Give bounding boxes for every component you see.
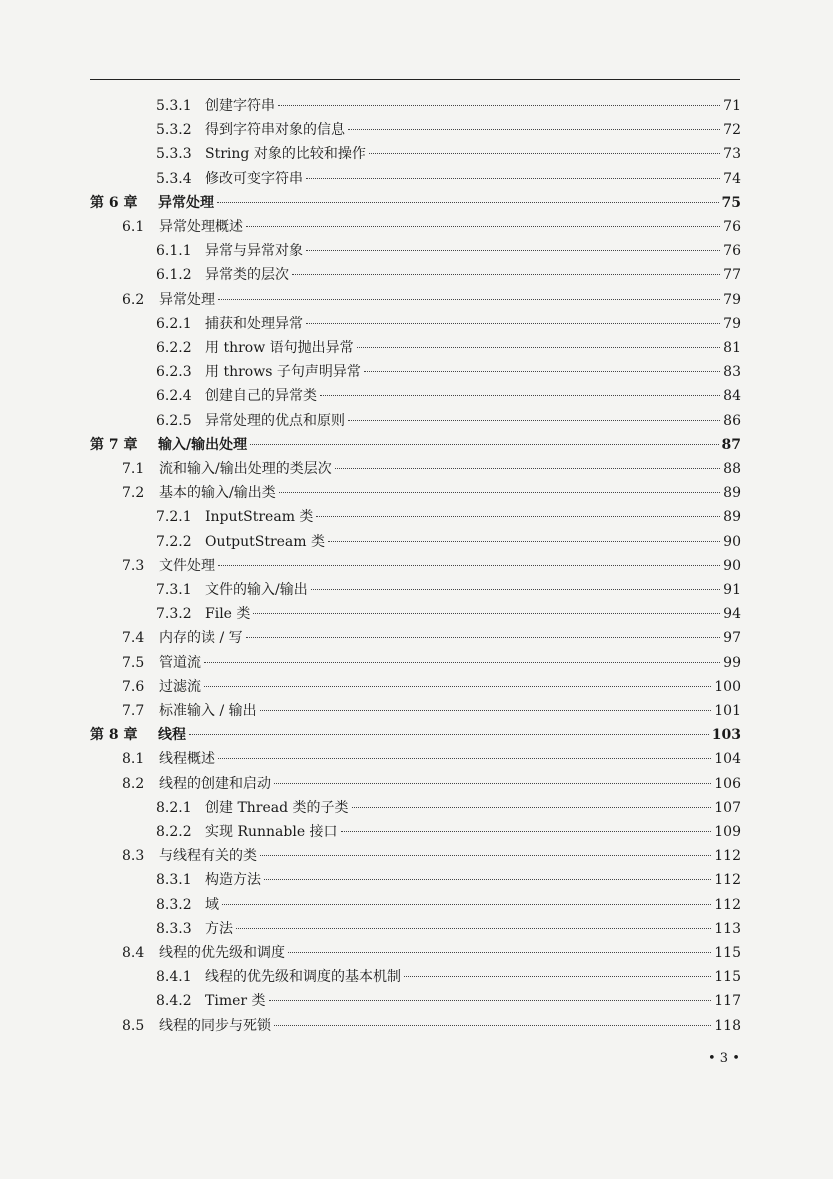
- dot-leader: [250, 444, 718, 445]
- toc-number: 8.5: [122, 1017, 145, 1034]
- toc-entry-sub: [0, 821, 833, 843]
- dot-leader: [222, 904, 711, 905]
- toc-page-number: 88: [723, 461, 741, 477]
- toc-entry-line: [205, 531, 741, 553]
- toc-entry-sub: [0, 143, 833, 165]
- toc-number: 8.4: [122, 945, 145, 961]
- toc-number: 7.3.2: [156, 606, 192, 623]
- toc-entry-line: [158, 192, 741, 214]
- toc-title: 实现 Runnable 接口: [205, 824, 338, 840]
- toc-number: 7.3: [122, 557, 145, 574]
- toc-page-number: 107: [714, 799, 741, 816]
- toc-number: 6.2.3: [156, 364, 192, 381]
- toc-entry-line: [205, 240, 741, 262]
- toc-page-number: 103: [711, 727, 741, 744]
- toc-page-number: 97: [723, 630, 741, 647]
- dot-leader: [306, 178, 720, 179]
- toc-page-number: 74: [723, 170, 741, 187]
- toc-page-number: 112: [714, 872, 741, 889]
- toc-entry-line: [205, 869, 741, 891]
- toc-title: 基本的输入/输出类: [159, 485, 276, 502]
- toc-number: 7.4: [122, 630, 145, 647]
- toc-number: 8.4.2: [156, 993, 192, 1010]
- toc-title: 过滤流: [159, 678, 201, 695]
- toc-entry-line: [159, 458, 741, 480]
- toc-entry-line: [159, 700, 741, 722]
- toc-entry-line: [205, 990, 741, 1012]
- toc-entry-line: [159, 289, 741, 311]
- toc-entry-line: [158, 434, 741, 456]
- dot-leader: [328, 541, 720, 542]
- dot-leader: [292, 274, 720, 275]
- toc-number: 7.2.2: [156, 533, 192, 550]
- toc-number: 5.3.3: [156, 146, 192, 163]
- toc-number: 5.3.4: [156, 170, 192, 187]
- toc-entry-sub: [0, 264, 833, 286]
- toc-entry-sec: [0, 773, 833, 795]
- toc-entry-sec: [0, 845, 833, 867]
- toc-page-number: 81: [723, 340, 741, 356]
- toc-entry-line: [159, 627, 741, 649]
- toc-title: 异常处理: [159, 291, 215, 308]
- toc-page-number: 112: [714, 848, 741, 865]
- toc-entry-line: [159, 676, 741, 698]
- toc-number: 8.2.1: [156, 799, 192, 816]
- toc-number: 6.2: [122, 291, 145, 308]
- toc-page-number: 77: [723, 267, 741, 284]
- page-number: • 3 •: [708, 1051, 740, 1066]
- toc-page-number: 113: [714, 920, 741, 937]
- toc-title: 内存的读 / 写: [159, 630, 243, 647]
- toc-page-number: 71: [723, 98, 741, 114]
- toc-page-number: 73: [723, 146, 741, 163]
- toc-page-number: 79: [723, 315, 741, 332]
- toc-entry-sub: [0, 410, 833, 432]
- dot-leader: [260, 710, 712, 711]
- dot-leader: [357, 347, 721, 348]
- dot-leader: [260, 855, 711, 856]
- toc-number: 6.2.5: [156, 412, 192, 429]
- dot-leader: [269, 1000, 712, 1001]
- toc-entry-sec: [0, 1015, 833, 1037]
- toc-number: 6.1.1: [156, 243, 192, 260]
- toc-number: 8.3: [122, 848, 145, 865]
- toc-title: 线程的优先级和调度: [159, 945, 285, 961]
- toc-entry-sec: [0, 700, 833, 722]
- toc-number: 第 8 章: [90, 727, 138, 744]
- toc-number: 5.3.1: [156, 98, 192, 114]
- toc-page-number: 72: [723, 122, 741, 139]
- toc-entry-sec: [0, 482, 833, 504]
- dot-leader: [348, 129, 720, 130]
- toc-page-number: 112: [714, 896, 741, 913]
- dot-leader: [218, 299, 720, 300]
- toc-entry-sec: [0, 216, 833, 238]
- toc-entry-line: [158, 724, 741, 746]
- toc-title: 标准输入 / 输出: [159, 703, 257, 719]
- toc-page-number: 76: [723, 243, 741, 260]
- dot-leader: [369, 153, 720, 154]
- toc-page-number: 117: [714, 993, 741, 1010]
- dot-leader: [341, 831, 712, 832]
- toc-entry-sub: [0, 240, 833, 262]
- toc-entry-line: [205, 143, 741, 165]
- toc-title: Timer 类: [205, 993, 266, 1010]
- toc-page-number: 76: [723, 219, 741, 235]
- toc-page-number: 100: [714, 678, 741, 695]
- toc-entry-sub: [0, 918, 833, 940]
- toc-entry-sec: [0, 748, 833, 770]
- toc-entry-sub: [0, 966, 833, 988]
- toc-entry-line: [205, 385, 741, 407]
- toc-entry-sub: [0, 385, 833, 407]
- toc-title: InputStream 类: [205, 509, 314, 526]
- dot-leader: [264, 879, 711, 880]
- toc-entry-line: [159, 555, 741, 577]
- toc-title: 输入/输出处理: [158, 436, 248, 453]
- toc-title: 创建 Thread 类的子类: [205, 799, 349, 816]
- toc-title: 线程的创建和启动: [159, 775, 271, 792]
- dot-leader: [217, 202, 719, 203]
- toc-number: 7.7: [122, 703, 145, 719]
- dot-leader: [306, 250, 720, 251]
- dot-leader: [316, 516, 720, 517]
- toc-entry-line: [159, 748, 741, 770]
- toc-number: 6.2.2: [156, 340, 192, 356]
- toc-entry-line: [205, 313, 741, 335]
- dot-leader: [335, 468, 720, 469]
- toc-entry-sec: [0, 652, 833, 674]
- toc-number: 第 6 章: [90, 194, 138, 211]
- toc-title: OutputStream 类: [205, 533, 325, 550]
- toc-number: 7.6: [122, 678, 145, 695]
- toc-title: File 类: [205, 606, 251, 623]
- dot-leader: [279, 492, 720, 493]
- toc-title: 异常处理的优点和原则: [205, 412, 345, 429]
- toc-entry-line: [205, 797, 741, 819]
- toc-number: 6.1.2: [156, 267, 192, 284]
- toc-number: 8.2.2: [156, 824, 192, 840]
- dot-leader: [364, 371, 720, 372]
- toc-entry-sub: [0, 990, 833, 1012]
- toc-title: 修改可变字符串: [205, 170, 303, 187]
- toc-page-number: 90: [723, 557, 741, 574]
- toc-entry-line: [205, 410, 741, 432]
- toc-entry-line: [205, 579, 741, 601]
- toc-page-number: 89: [723, 485, 741, 502]
- toc-entry-line: [205, 821, 741, 843]
- toc-entry-line: [159, 773, 741, 795]
- toc-page-number: 91: [723, 582, 741, 598]
- toc-number: 8.3.1: [156, 872, 192, 889]
- toc-entry-sec: [0, 289, 833, 311]
- toc-entry-line: [205, 894, 741, 916]
- toc-title: 方法: [205, 920, 233, 937]
- toc-number: 7.5: [122, 654, 145, 671]
- toc-number: 7.2: [122, 485, 145, 502]
- toc-entry-sub: [0, 313, 833, 335]
- toc-title: 线程概述: [159, 751, 215, 768]
- toc-title: 流和输入/输出处理的类层次: [159, 461, 332, 477]
- toc-entry-chap: [0, 434, 833, 456]
- dot-leader: [352, 807, 712, 808]
- toc-number: 8.2: [122, 775, 145, 792]
- dot-leader: [246, 637, 721, 638]
- toc-number: 6.2.1: [156, 315, 192, 332]
- toc-page-number: 94: [723, 606, 741, 623]
- dot-leader: [278, 105, 720, 106]
- toc-number: 8.3.2: [156, 896, 192, 913]
- toc-title: String 对象的比较和操作: [205, 146, 366, 163]
- toc-page-number: 101: [714, 703, 741, 719]
- toc-title: 文件处理: [159, 557, 215, 574]
- toc-number: 7.2.1: [156, 509, 192, 526]
- toc-entry-sub: [0, 361, 833, 383]
- dot-leader: [288, 952, 711, 953]
- dot-leader: [246, 226, 720, 227]
- toc-page-number: 90: [723, 533, 741, 550]
- toc-title: 异常处理概述: [159, 219, 243, 235]
- toc-entry-line: [159, 942, 741, 964]
- dot-leader: [218, 565, 720, 566]
- toc-title: 捕获和处理异常: [205, 315, 303, 332]
- toc-page-number: 87: [721, 436, 741, 453]
- toc-entry-line: [205, 95, 741, 117]
- dot-leader: [253, 613, 720, 614]
- toc-entry-sub: [0, 531, 833, 553]
- dot-leader: [218, 758, 711, 759]
- header-rule: [90, 79, 740, 80]
- dot-leader: [348, 420, 720, 421]
- toc-entry-sec: [0, 942, 833, 964]
- toc-title: 异常处理: [158, 194, 214, 211]
- toc-title: 构造方法: [205, 872, 261, 889]
- toc-entry-sub: [0, 506, 833, 528]
- toc-title: 异常类的层次: [205, 267, 289, 284]
- toc-title: 线程: [158, 727, 186, 744]
- dot-leader: [320, 395, 720, 396]
- toc-number: 7.1: [122, 461, 145, 477]
- toc-page-number: 79: [723, 291, 741, 308]
- toc-entry-sub: [0, 603, 833, 625]
- toc-entry-sub: [0, 168, 833, 190]
- toc-entry-line: [159, 845, 741, 867]
- toc-entry-line: [205, 918, 741, 940]
- toc-entry-line: [159, 1015, 741, 1037]
- dot-leader: [311, 589, 720, 590]
- toc-number: 7.3.1: [156, 582, 192, 598]
- toc-entry-sub: [0, 95, 833, 117]
- toc-entry-sec: [0, 676, 833, 698]
- dot-leader: [274, 783, 711, 784]
- toc-number: 6.2.4: [156, 388, 192, 405]
- toc-entry-chap: [0, 724, 833, 746]
- toc-title: 管道流: [159, 654, 201, 671]
- toc-number: 8.4.1: [156, 969, 192, 986]
- toc-title: 得到字符串对象的信息: [205, 122, 345, 139]
- toc-title: 用 throws 子句声明异常: [205, 364, 361, 381]
- toc-page-number: 115: [714, 945, 741, 961]
- toc-entry-chap: [0, 192, 833, 214]
- dot-leader: [204, 686, 711, 687]
- toc-number: 第 7 章: [90, 436, 138, 453]
- dot-leader: [189, 734, 709, 735]
- toc-title: 创建自己的异常类: [205, 388, 317, 405]
- toc-page-number: 106: [714, 775, 741, 792]
- toc-entry-sub: [0, 119, 833, 141]
- dot-leader: [404, 976, 711, 977]
- toc-page-number: 99: [723, 654, 741, 671]
- toc-page-number: 109: [714, 824, 741, 840]
- toc-entry-line: [205, 119, 741, 141]
- toc-title: 文件的输入/输出: [205, 582, 308, 598]
- toc-page-number: 89: [723, 509, 741, 526]
- toc-entry-line: [159, 482, 741, 504]
- toc-title: 线程的优先级和调度的基本机制: [205, 969, 401, 986]
- toc-entry-sec: [0, 555, 833, 577]
- toc-entry-sub: [0, 894, 833, 916]
- toc-entry-sec: [0, 458, 833, 480]
- toc-title: 创建字符串: [205, 98, 275, 114]
- toc-number: 8.3.3: [156, 920, 192, 937]
- toc-number: 6.1: [122, 219, 145, 235]
- toc-title: 用 throw 语句抛出异常: [205, 340, 354, 356]
- toc-page-number: 84: [723, 388, 741, 405]
- toc-entry-line: [205, 603, 741, 625]
- toc-page-number: 104: [714, 751, 741, 768]
- toc-entry-line: [159, 216, 741, 238]
- toc-number: 5.3.2: [156, 122, 192, 139]
- dot-leader: [236, 928, 711, 929]
- toc-page-number: 86: [723, 412, 741, 429]
- toc-entry-sub: [0, 579, 833, 601]
- toc-page-number: 118: [714, 1017, 741, 1034]
- toc-entry-line: [205, 337, 741, 359]
- toc-entry-line: [159, 652, 741, 674]
- toc-entry-sub: [0, 797, 833, 819]
- toc-title: 异常与异常对象: [205, 243, 303, 260]
- toc-page-number: 75: [721, 194, 741, 211]
- dot-leader: [204, 662, 720, 663]
- dot-leader: [306, 323, 720, 324]
- toc-entry-line: [205, 361, 741, 383]
- toc-title: 与线程有关的类: [159, 848, 257, 865]
- toc-entry-sub: [0, 337, 833, 359]
- toc-title: 线程的同步与死锁: [159, 1017, 271, 1034]
- toc-entry-line: [205, 966, 741, 988]
- toc-entry-line: [205, 168, 741, 190]
- toc-entry-sub: [0, 869, 833, 891]
- toc-number: 8.1: [122, 751, 145, 768]
- toc-entry-line: [205, 264, 741, 286]
- toc-entry-sec: [0, 627, 833, 649]
- toc-title: 域: [205, 896, 219, 913]
- dot-leader: [274, 1025, 711, 1026]
- toc-page-number: 83: [723, 364, 741, 381]
- toc-entry-line: [205, 506, 741, 528]
- toc-page-number: 115: [714, 969, 741, 986]
